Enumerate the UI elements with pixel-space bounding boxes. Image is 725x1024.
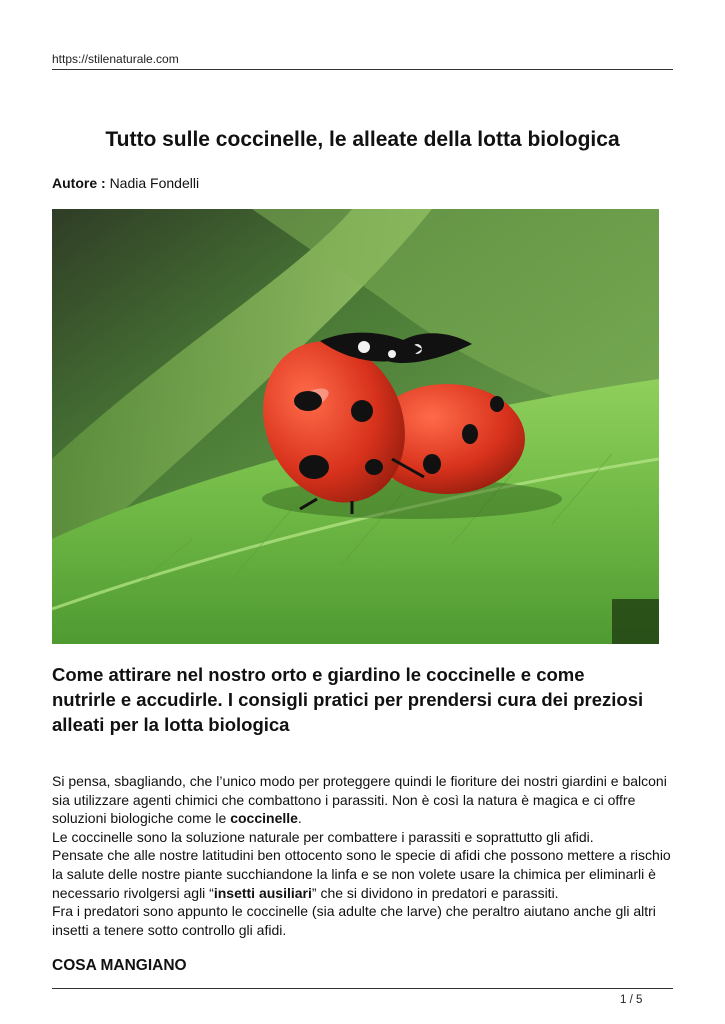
paragraph-aphids: Pensate che alle nostre latitudini ben ottocento sono le specie di afidi che possono mettere a rischio la salute delle nostre piante succhiandone la linfa e se non volete usare la chimica per eliminarli è necessario rivolgersi agli “insetti ausiliari” che si dividono in predatori e parassiti. xyxy=(52,847,671,901)
section-heading: COSA MANGIANO xyxy=(52,957,187,974)
paragraph-solution: Le coccinelle sono la soluzione naturale per combattere i parassiti e soprattutto gli afidi. xyxy=(52,828,594,845)
bold-insetti-ausiliari: insetti ausiliari xyxy=(213,884,312,901)
footer-divider xyxy=(52,988,673,989)
page-url: https://stilenaturale.com xyxy=(52,52,179,66)
article-title: Tutto sulle coccinelle, le alleate della lotta biologica xyxy=(105,128,620,151)
article-subtitle: Come attirare nel nostro orto e giardino le coccinelle e come nutrirle e accudirle. I consigli pratici per prendersi cura dei preziosi alleati per la lotta biologica xyxy=(52,664,644,735)
author-line xyxy=(52,175,199,191)
author-label: Autore : xyxy=(52,175,106,191)
header-divider xyxy=(52,69,673,70)
article-body xyxy=(52,772,677,939)
bold-coccinelle: coccinelle xyxy=(230,810,298,827)
ladybugs-photo xyxy=(52,209,659,644)
paragraph-predators: Fra i predatori sono appunto le coccinelle (sia adulte che larve) che peraltro aiutano anche gli altri insetti a tenere sotto controllo gli afidi. xyxy=(52,903,656,938)
author-name: Nadia Fondelli xyxy=(109,175,200,191)
page-number: 1 / 5 xyxy=(620,994,643,1006)
paragraph-intro: Si pensa, sbagliando, che l’unico modo per proteggere quindi le fioriture dei nostri giardini e balconi sia utilizzare agenti chimici che combattono i parassiti. Non è così la natura è magica e ci offre soluzioni biologiche come le coccinelle. xyxy=(52,773,667,827)
